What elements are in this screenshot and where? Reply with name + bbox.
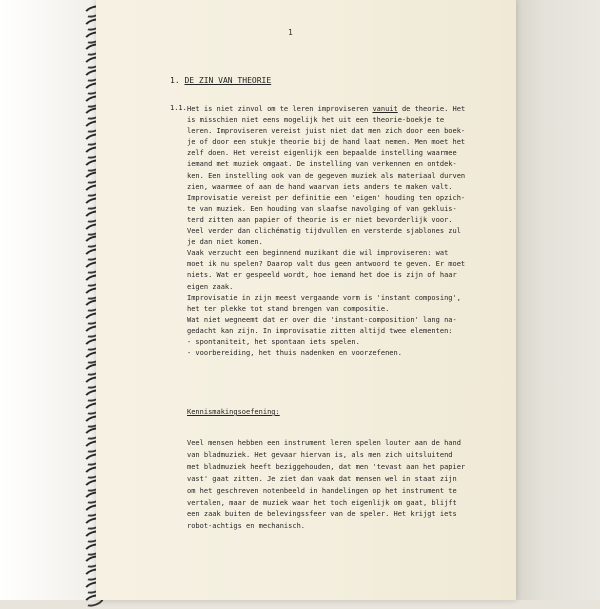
- chapter-number: 1.: [170, 76, 185, 85]
- text-line: niets. Wat er gespeeld wordt, hoe iemand het doe is zijn of haar: [187, 271, 457, 280]
- section-number: 1.1.: [170, 104, 187, 112]
- text-line: vast' gaat zitten. Je ziet dan vaak dat mensen wel in staat zijn: [187, 474, 457, 483]
- text-line: het ter plekke tot stand brengen van compositie.: [187, 304, 390, 313]
- text-line: moet ik nu spelen? Daarop valt dus geen antwoord te geven. Er moet: [187, 260, 466, 269]
- text-line: - spontaniteit, het spontaan iets spelen.: [187, 337, 360, 346]
- underlined-word: vanuit: [372, 105, 398, 113]
- text-line: om het geschreven notenbeeld in handelingen op het instrument te: [187, 486, 457, 495]
- text-line: leren. Improviseren vereist juist niet dat men zich door een boek-: [187, 127, 466, 136]
- spiral-binding: [0, 0, 104, 600]
- text-line: te van muziek. Een houding van slaafse navolging of van gekluis-: [187, 204, 457, 213]
- text-line: robot-achtigs en mechanisch.: [187, 522, 306, 531]
- text-line: je dan niet komen.: [187, 238, 263, 247]
- text-line: Improvisatie in zijn meest vergaande vorm is 'instant composing',: [187, 293, 461, 302]
- text-line: zelf doen. Het vereist eigenlijk een bepaalde instelling waarmee: [187, 149, 457, 158]
- body-text: [187, 104, 497, 359]
- text-line: Wat niet wegneemt dat er over die 'instant-composition' lang na-: [187, 315, 457, 324]
- text-line: iemand met muziek omgaat. De instelling van verkennen en ontdek-: [187, 160, 457, 169]
- text-line: eigen zaak.: [187, 282, 234, 291]
- text-line: is misschien niet eens mogelijk het uit een theorie-boekje te: [187, 116, 445, 125]
- text-line: een zaak buiten de belevingssfeer van de speler. Het krijgt iets: [187, 510, 457, 519]
- text-line: zien, waarmee of aan de hand waarvan iets anders te maken valt.: [187, 182, 453, 191]
- text-line: gedacht kan zijn. In improvisatie zitten altijd twee elementen:: [187, 326, 453, 335]
- text-line: Veel mensen hebben een instrument leren spelen louter aan de hand: [187, 439, 461, 447]
- text-line: je of door een stukje theorie bij de hand laat nemen. Men moet het: [187, 138, 466, 147]
- chapter-heading: [170, 76, 271, 85]
- text-line: vertalen, maar de muziek waar het toch eigenlijk om gaat, blijft: [187, 498, 457, 507]
- exercise-heading: Kennismakingsoefening:: [187, 408, 280, 416]
- page-number: 1: [288, 28, 293, 37]
- text-line: Veel verder dan clichématig tijdvullen en versterde sjablones zul: [187, 227, 461, 236]
- text-line: terd zitten aan papier of theorie is er niet bevorderlijk voor.: [187, 215, 453, 224]
- text-line: Het is niet zinvol om te leren improviseren vanuit de theorie. Het: [187, 105, 466, 113]
- text-line: Improvisatie vereist per definitie een 'eigen' houding ten opzich-: [187, 193, 466, 202]
- text-line: - voorbereiding, het thuis nadenken en voorzefenen.: [187, 349, 402, 358]
- chapter-title: DE ZIN VAN THEORIE: [184, 76, 272, 85]
- text-line: Vaak verzucht een beginnend muzikant die wil improviseren: wat: [187, 249, 449, 258]
- text-line: van bladmuziek. Het gevaar hiervan is, als men zich uitsluitend: [187, 450, 453, 459]
- table-surface: [516, 0, 600, 600]
- exercise-text: [187, 438, 497, 533]
- text-line: ken. Een instelling ook van de gegeven muziek als materiaal durven: [187, 171, 466, 180]
- text-line: met bladmuziek heeft beziggehouden, dat men 'tevast aan het papier: [187, 462, 466, 471]
